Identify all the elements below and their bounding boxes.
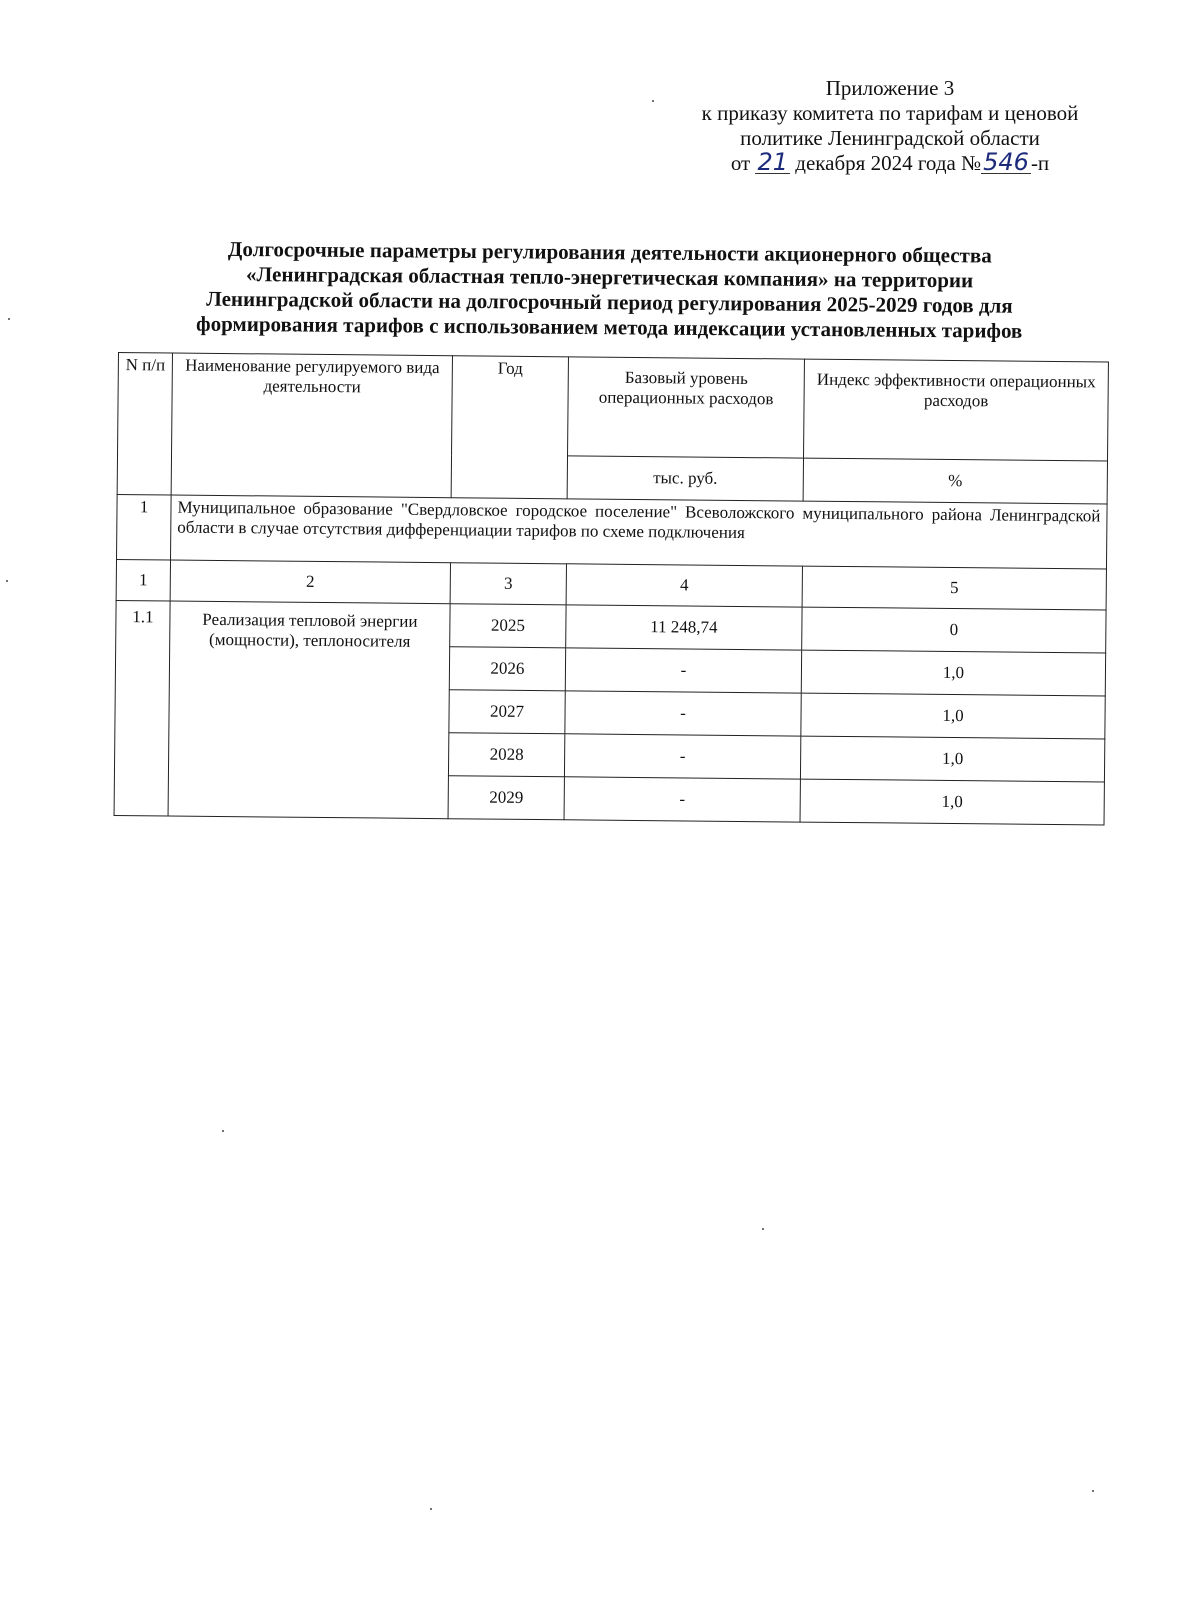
section-municipality: Муниципальное образование "Свердловское городское поселение" Всеволожского муниципального района Ленинградской области в случае отсутствия дифференциации тарифов по схеме подключения xyxy=(171,495,1108,569)
title-line-2: «Ленинградская областная тепло-энергетическая компания» на территории xyxy=(246,262,974,293)
scan-speck xyxy=(762,1228,764,1230)
title-line-3: Ленинградской области на долгосрочный период регулирования 2025-2029 годов для xyxy=(206,286,1013,318)
row-base-level: - xyxy=(564,777,800,822)
row-efficiency-index: 0 xyxy=(802,607,1106,653)
row-efficiency-index: 1,0 xyxy=(800,736,1104,782)
row-base-level: - xyxy=(565,648,801,693)
scan-speck xyxy=(1092,1490,1094,1492)
row-base-level: - xyxy=(565,691,801,736)
row-base-level: - xyxy=(564,734,800,779)
row-year: 2028 xyxy=(448,733,564,777)
row-base-level: 11 248,74 xyxy=(566,605,802,650)
column-number-2: 2 xyxy=(170,560,450,604)
row-year: 2027 xyxy=(449,690,565,734)
header-efficiency-index: Индекс эффективности операционных расходов xyxy=(804,359,1109,461)
order-suffix: -п xyxy=(1030,151,1050,175)
column-number-5: 5 xyxy=(802,566,1106,610)
appendix-header xyxy=(640,76,1140,176)
column-number-1: 1 xyxy=(116,559,170,601)
row-efficiency-index: 1,0 xyxy=(801,693,1105,739)
row-activity: Реализация тепловой энергии (мощности), теплоносителя xyxy=(168,601,450,819)
table-row xyxy=(116,600,1106,653)
row-efficiency-index: 1,0 xyxy=(800,779,1104,825)
date-rest: декабря 2024 года № xyxy=(795,151,982,175)
section-row xyxy=(117,494,1108,569)
row-year: 2029 xyxy=(448,776,564,820)
header-np: N п/п xyxy=(117,353,172,496)
header-row xyxy=(118,353,1109,461)
date-prefix: от xyxy=(730,151,751,175)
document-title xyxy=(129,236,1090,344)
parameters-table xyxy=(114,352,1109,825)
appendix-order-ref: к приказу комитета по тарифам и ценовой xyxy=(701,101,1079,125)
order-number-handwritten: 546 xyxy=(983,148,1029,176)
scan-speck xyxy=(6,580,8,582)
row-year: 2026 xyxy=(449,647,565,691)
scan-speck xyxy=(652,100,654,102)
column-number-3: 3 xyxy=(450,563,566,605)
appendix-number: Приложение 3 xyxy=(825,76,955,100)
date-day-handwritten: 21 xyxy=(757,148,789,176)
title-line-1: Долгосрочные параметры регулирования деятельности акционерного общества xyxy=(227,236,992,268)
appendix-date-line xyxy=(640,148,1140,176)
header-year: Год xyxy=(451,356,568,499)
scan-speck xyxy=(8,318,10,320)
unit-base-level: тыс. руб. xyxy=(567,456,803,501)
appendix-committee: политике Ленинградской области xyxy=(740,126,1040,150)
unit-efficiency-index: % xyxy=(803,458,1107,504)
row-year: 2025 xyxy=(450,604,566,648)
row-efficiency-index: 1,0 xyxy=(801,650,1105,696)
row-number: 1.1 xyxy=(114,600,170,816)
title-line-4: формирования тарифов с использованием метода индексации установленных тарифов xyxy=(195,311,1023,343)
header-base-level: Базовый уровень операционных расходов xyxy=(568,357,805,458)
scan-speck xyxy=(222,1130,224,1132)
header-activity: Наименование регулируемого вида деятельности xyxy=(171,353,452,498)
scan-speck xyxy=(430,1508,432,1510)
section-number: 1 xyxy=(117,494,172,560)
parameters-table-wrapper xyxy=(114,352,1118,826)
column-number-4: 4 xyxy=(566,564,802,607)
